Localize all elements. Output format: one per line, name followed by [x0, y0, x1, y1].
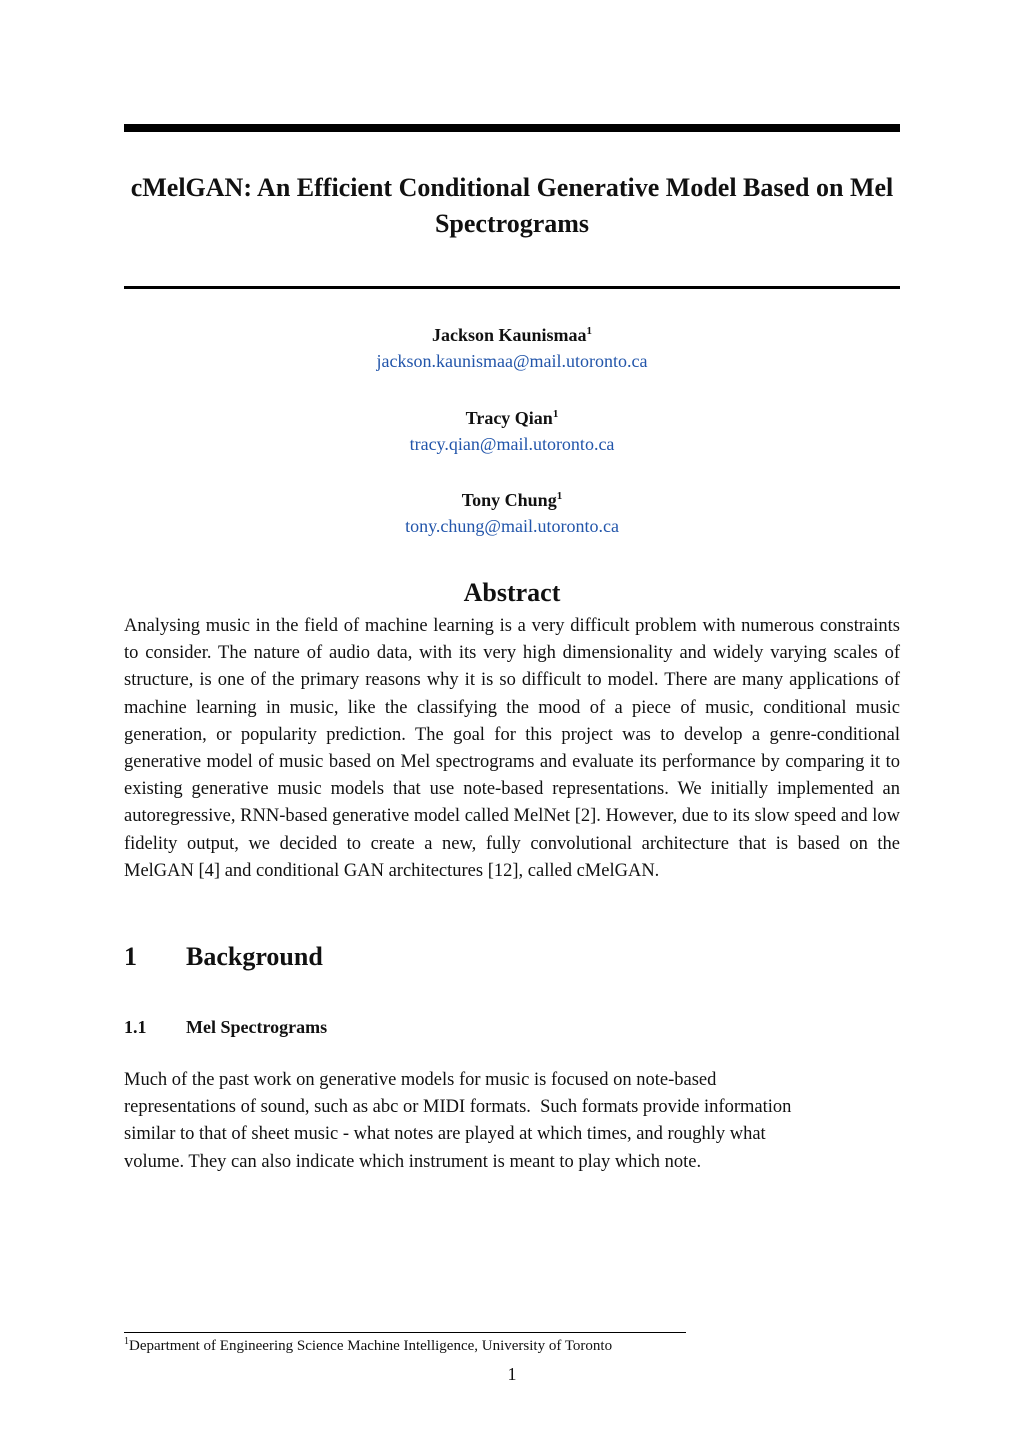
- author-name: Tracy Qian$^1$: [465, 408, 559, 428]
- author-block: [124, 405, 900, 457]
- title-top-rule: [124, 124, 900, 132]
- author-email-link[interactable]: tracy.qian@mail.utoronto.ca: [409, 434, 615, 454]
- author-name: Jackson Kaunismaa$^1$: [431, 325, 593, 345]
- author-block: [124, 322, 900, 374]
- author-email-link[interactable]: tony.chung@mail.utoronto.ca: [405, 516, 619, 536]
- body-paragraph: [124, 1067, 900, 1176]
- footnote-rule: [124, 1332, 686, 1333]
- abstract-heading: Abstract: [463, 578, 561, 607]
- body-line: similar to that of sheet music - what notes are played at which times, and roughly what: [124, 1124, 766, 1145]
- author-email-link[interactable]: jackson.kaunismaa@mail.utoronto.ca: [376, 351, 648, 371]
- title-bottom-rule: [124, 286, 900, 289]
- footnote: $^1$Department of Engineering Science Machine Intelligence, University of Toronto: [124, 1336, 613, 1354]
- author-block: [124, 487, 900, 539]
- paper-title: cMelGAN: An Efficient Conditional Generative Model Based on Mel Spectrograms: [130, 173, 894, 238]
- section-heading: 1 Background: [124, 942, 323, 971]
- body-line: representations of sound, such as abc or MIDI formats. Such formats provide information: [124, 1097, 792, 1118]
- body-line: volume. They can also indicate which instrument is meant to play which note.: [124, 1151, 702, 1172]
- subsection-heading: 1.1 Mel Spectrograms: [124, 1017, 328, 1037]
- body-line: Much of the past work on generative models for music is focused on note-based: [124, 1070, 717, 1090]
- abstract-text: Analysing music in the field of machine learning is a very difficult problem with numerous constraints to consider. The nature of audio data, with its very high dimensionality and widely varying scales of structure, is one of the primary reasons why it is so difficult to model. There are many applications of machine learning in music, like the classifying the mood of a piece of music, conditional music generation, or popularity prediction. The goal for this project was to develop a genre-conditional generative model of music based on Mel spectrograms and evaluate its performance by comparing it to existing generative music models that use note-based representations. We initially implemented an autoregressive, RNN-based generative model called MelNet [2]. However, due to its slow speed and low fidelity output, we decided to create a new, fully convolutional architecture that is based on the MelGAN [4] and conditional GAN architectures [12], called cMelGAN.: [124, 616, 900, 881]
- page-number: 1: [507, 1364, 517, 1384]
- author-name: Tony Chung$^1$: [461, 490, 563, 510]
